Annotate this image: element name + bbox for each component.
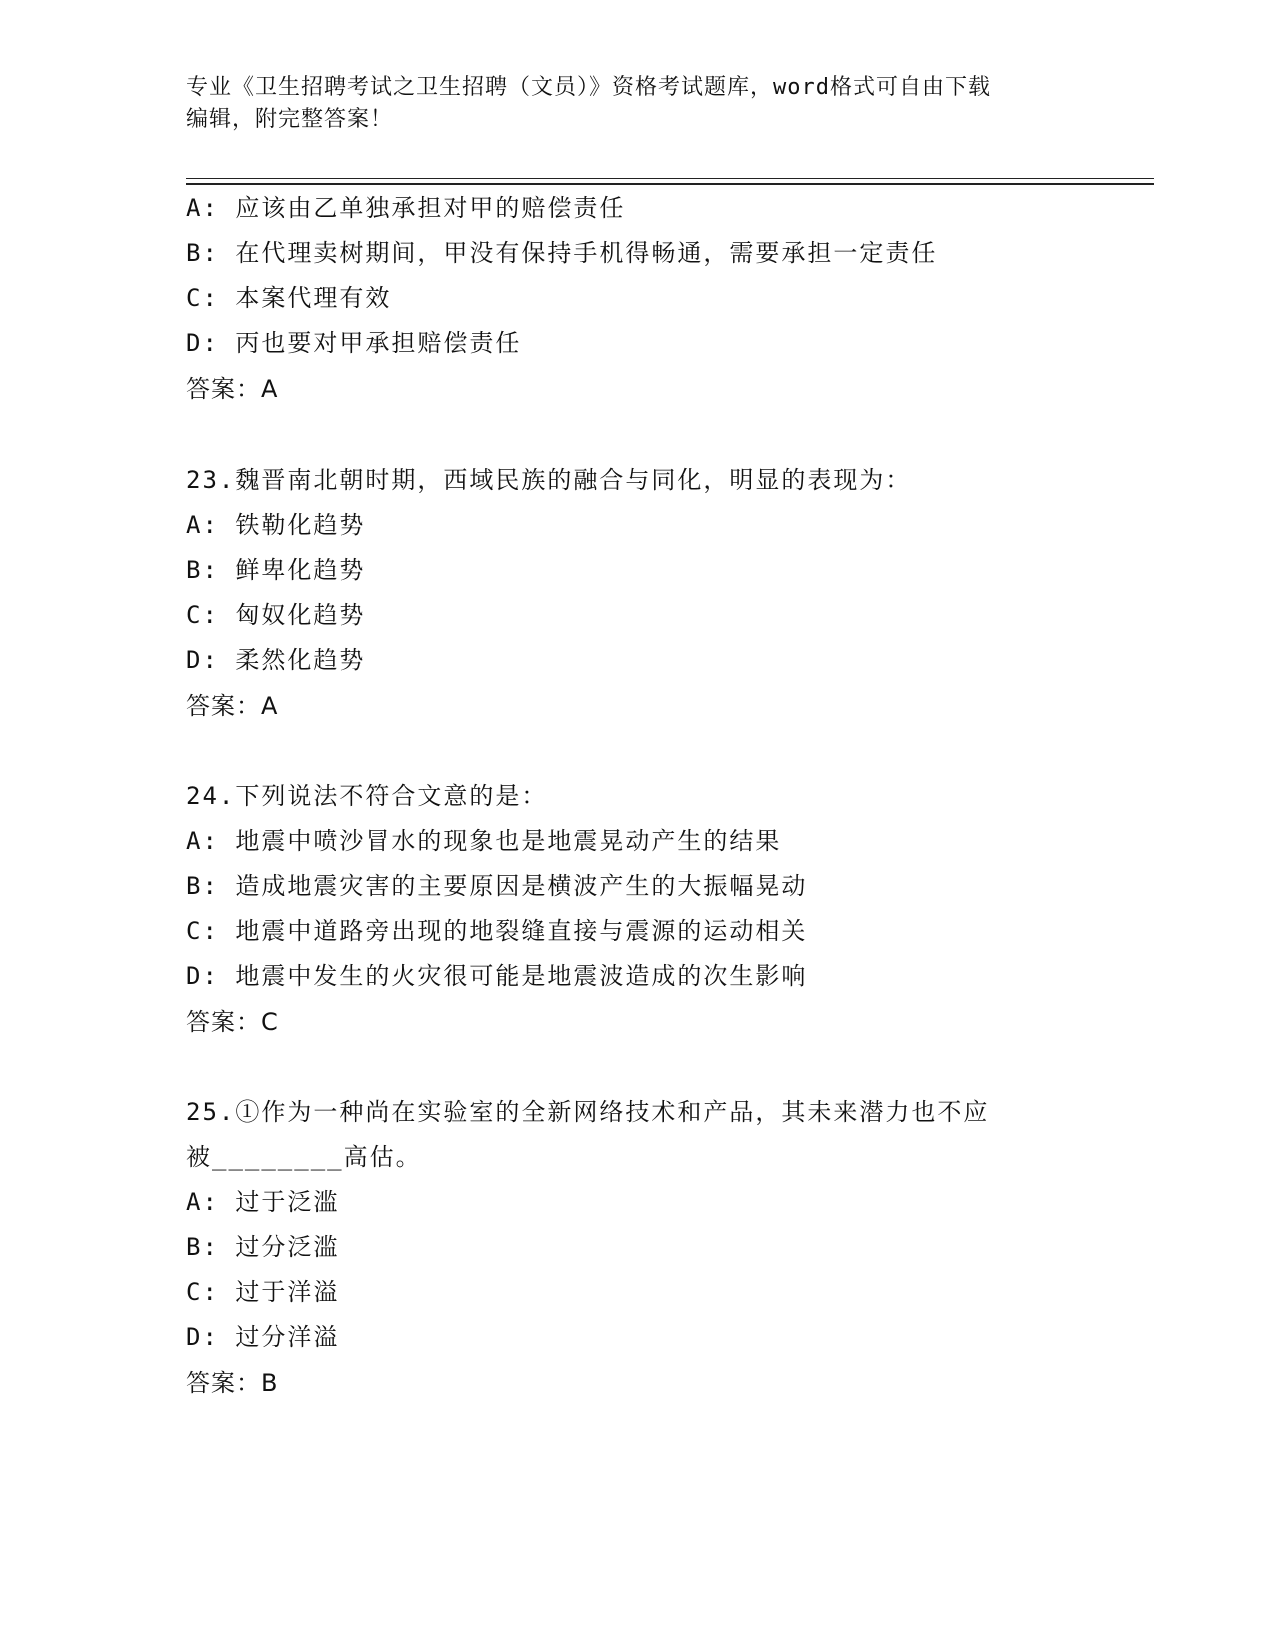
q22-option-d: D: 丙也要对甲承担赔偿责任: [186, 329, 522, 357]
header-line-1: 专业《卫生招聘考试之卫生招聘（文员）》资格考试题库，word格式可自由下载: [186, 75, 991, 100]
q23-option-c: C: 匈奴化趋势: [186, 601, 366, 629]
q25-option-a: A: 过于泛滥: [186, 1188, 340, 1216]
header-divider-thick: [186, 183, 1154, 185]
q23-option-d: D: 柔然化趋势: [186, 646, 366, 674]
q25-option-b: B: 过分泛滥: [186, 1233, 340, 1261]
q23-option-b: B: 鲜卑化趋势: [186, 556, 366, 584]
q23-answer: 答案：A: [186, 692, 279, 720]
q25-stem-line-2: 被________高估。: [186, 1143, 422, 1171]
q24-option-b: B: 造成地震灾害的主要原因是横波产生的大振幅晃动: [186, 872, 808, 900]
header-line-2: 编辑，附完整答案！: [186, 107, 394, 132]
q25-answer: 答案：B: [186, 1369, 279, 1397]
q24-stem: 24.下列说法不符合文意的是：: [186, 782, 548, 810]
q23-stem: 23.魏晋南北朝时期，西域民族的融合与同化，明显的表现为：: [186, 466, 912, 494]
q22-option-a: A: 应该由乙单独承担对甲的赔偿责任: [186, 194, 626, 222]
q25-option-c: C: 过于洋溢: [186, 1278, 340, 1306]
q24-option-d: D: 地震中发生的火灾很可能是地震波造成的次生影响: [186, 962, 808, 990]
q24-option-c: C: 地震中道路旁出现的地裂缝直接与震源的运动相关: [186, 917, 808, 945]
q23-option-a: A: 铁勒化趋势: [186, 511, 366, 539]
q24-option-a: A: 地震中喷沙冒水的现象也是地震晃动产生的结果: [186, 827, 782, 855]
document-header: [186, 72, 1066, 136]
q25-stem-line-1: 25.①作为一种尚在实验室的全新网络技术和产品，其未来潜力也不应: [186, 1098, 990, 1126]
header-divider-thin: [186, 178, 1154, 179]
q22-option-c: C: 本案代理有效: [186, 284, 392, 312]
q24-answer: 答案：C: [186, 1008, 279, 1036]
q22-option-b: B: 在代理卖树期间，甲没有保持手机得畅通，需要承担一定责任: [186, 239, 938, 267]
q25-option-d: D: 过分洋溢: [186, 1323, 340, 1351]
q22-answer: 答案：A: [186, 375, 279, 403]
